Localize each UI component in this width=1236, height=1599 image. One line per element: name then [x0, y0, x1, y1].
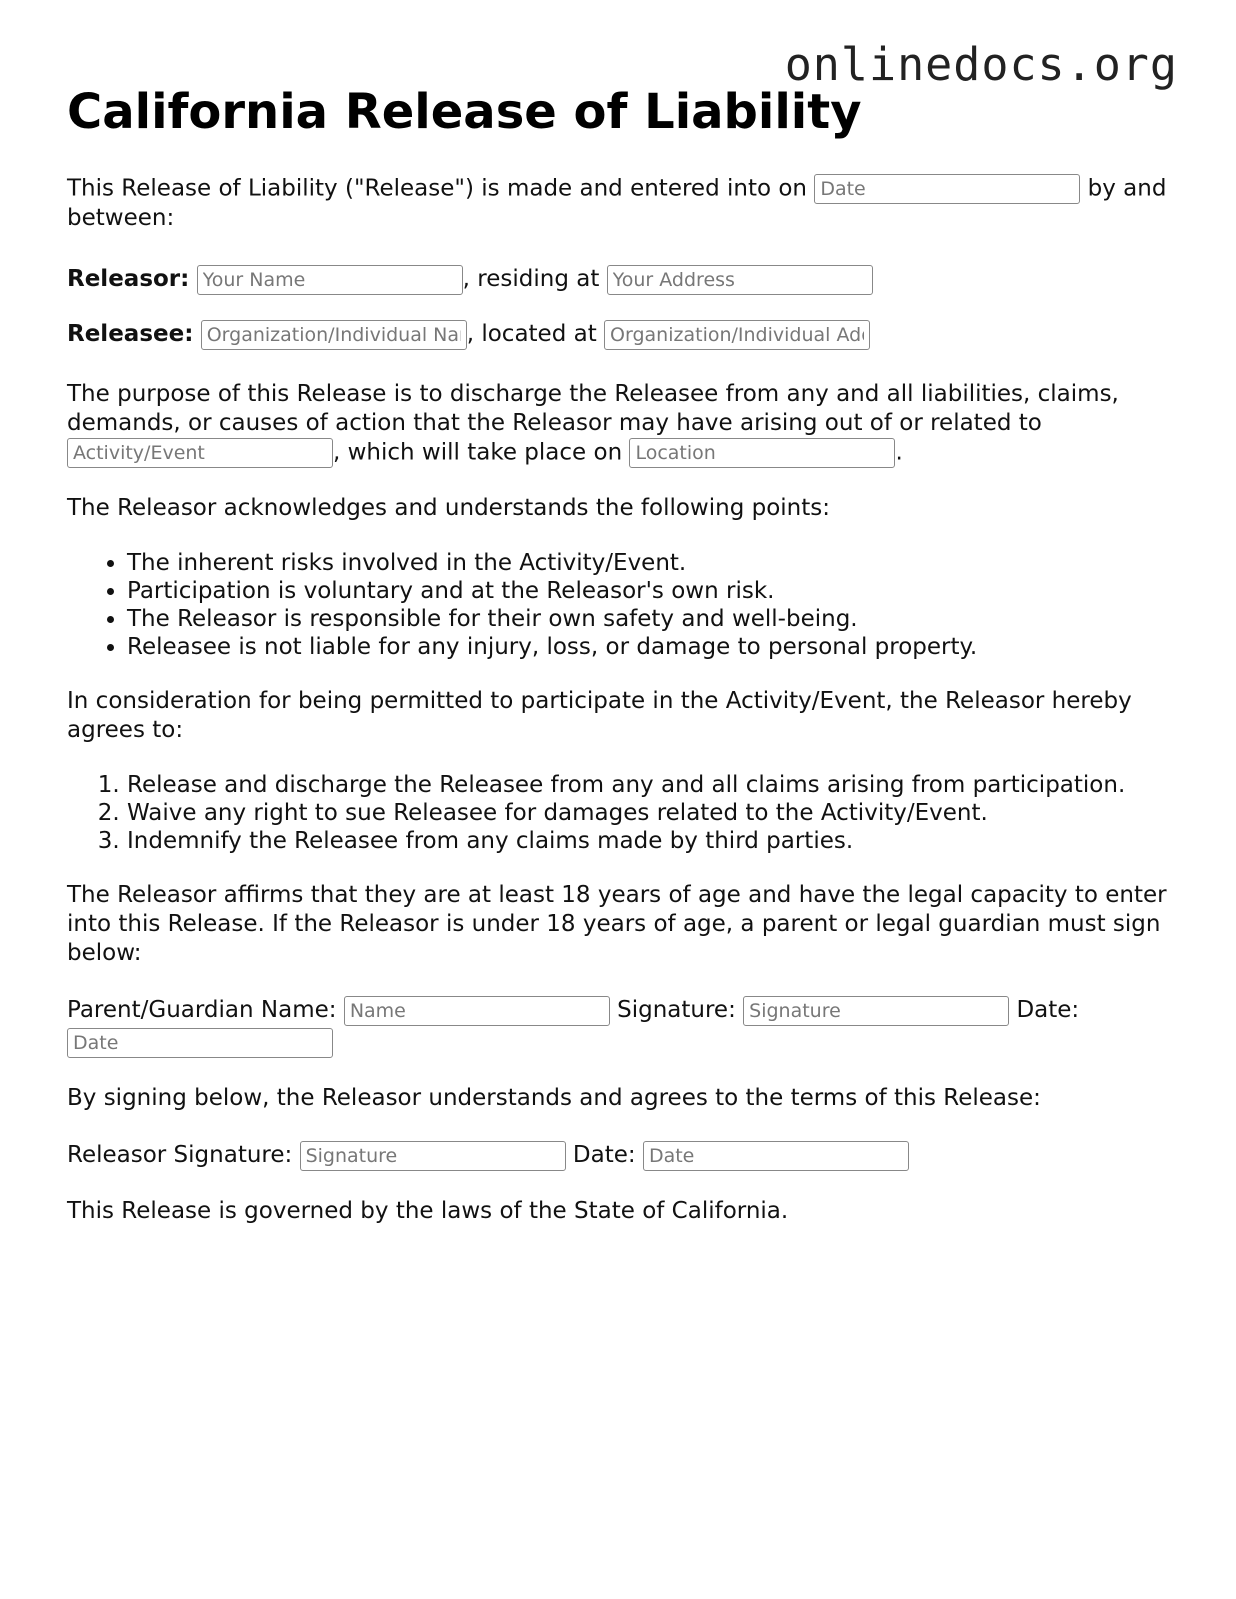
location-input[interactable] [629, 438, 895, 468]
releasee-line [67, 318, 1167, 350]
releasee-address-input[interactable] [604, 320, 870, 350]
releasee-name-input[interactable] [201, 320, 467, 350]
list-item: • The Releasor is responsible for their own safety and well-being. [127, 605, 1167, 633]
list-item: 1. Release and discharge the Releasee from any and all claims arising from participation. [127, 771, 1167, 799]
page-title: California Release of Liability [67, 84, 862, 140]
releasor-signature-label: Releasor Signature: [67, 1142, 300, 1168]
intro-paragraph [67, 174, 1167, 233]
activity-event-input[interactable] [67, 438, 333, 468]
list-item: 2. Waive any right to sue Releasee for damages related to the Activity/Event. [127, 799, 1167, 827]
releasor-date-input[interactable] [643, 1141, 909, 1171]
agreement-list [67, 771, 1167, 855]
releasor-line [67, 263, 1167, 295]
intro-text-after: by and between: [67, 175, 1167, 231]
releasee-mid-text: , located at [466, 321, 605, 347]
releasor-sign-line [67, 1139, 1167, 1171]
signing-intro: By signing below, the Releasor understands and agrees to the terms of this Release: [67, 1085, 1041, 1111]
purpose-text-before: The purpose of this Release is to discharge the Releasee from any and all liabilities, claims, demands, or causes of action that the Releasor may have arising out of or related to [67, 381, 1119, 436]
list-item: • Participation is voluntary and at the Releasor's own risk. [127, 577, 1167, 605]
agreement-date-input[interactable] [814, 174, 1080, 204]
acknowledge-list [67, 549, 1167, 661]
releasor-mid-text: , residing at [462, 266, 607, 292]
governing-law: This Release is governed by the laws of the State of California. [67, 1198, 789, 1224]
releasee-label: Releasee: [67, 321, 194, 347]
document [67, 82, 1167, 1252]
watermark-logo: onlinedocs.org [784, 38, 1178, 91]
guardian-line [67, 994, 1167, 1058]
guardian-date-input[interactable] [67, 1028, 333, 1058]
guardian-name-input[interactable] [344, 996, 610, 1026]
list-item: • Releasee is not liable for any injury, loss, or damage to personal property. [127, 633, 1167, 661]
purpose-mid-text: , which will take place on [333, 439, 630, 466]
list-item: 3. Indemnify the Releasee from any claims made by third parties. [127, 827, 1167, 855]
releasor-date-label: Date: [565, 1142, 643, 1168]
intro-text-before: This Release of Liability ("Release") is made and entered into on [67, 175, 815, 202]
list-item: • The inherent risks involved in the Activity/Event. [127, 549, 1167, 577]
releasor-signature-input[interactable] [300, 1141, 566, 1171]
acknowledge-intro: The Releasor acknowledges and understands the following points: [67, 495, 831, 521]
consideration-intro: In consideration for being permitted to participate in the Activity/Event, the Releasor hereby agrees to: [67, 688, 1132, 743]
guardian-date-label: Date: [1009, 997, 1080, 1023]
purpose-end-text: . [895, 439, 903, 466]
guardian-signature-input[interactable] [743, 996, 1009, 1026]
releasor-label: Releasor: [67, 266, 190, 292]
releasor-address-input[interactable] [607, 265, 873, 295]
age-paragraph: The Releasor affirms that they are at least 18 years of age and have the legal capacity to enter into this Release. If the Releasor is under 18 years of age, a parent or legal guardian must sign below: [67, 882, 1167, 966]
releasor-name-input[interactable] [197, 265, 463, 295]
guardian-signature-label: Signature: [609, 997, 744, 1023]
purpose-paragraph [67, 380, 1167, 468]
guardian-name-label: Parent/Guardian Name: [67, 997, 344, 1023]
